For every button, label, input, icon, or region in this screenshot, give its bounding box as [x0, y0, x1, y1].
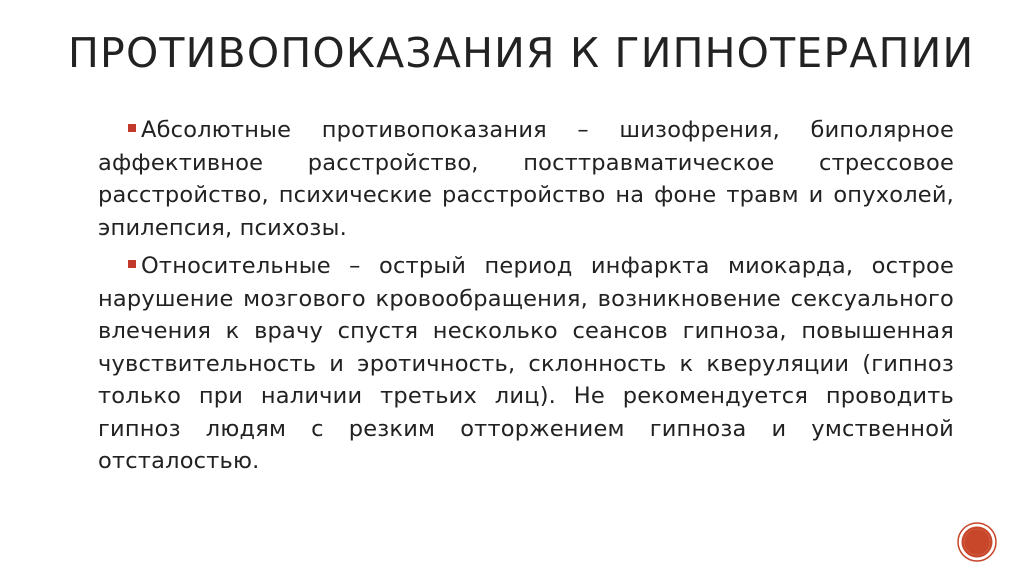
bullet-item-relative	[98, 250, 954, 478]
square-bullet-icon	[128, 124, 136, 132]
square-bullet-icon	[128, 260, 136, 268]
bullet-item-absolute	[98, 114, 954, 244]
bullet-text: Относительные – острый период инфаркта миокарда, острое нарушение мозгового кровообращения, возникновение сексуального влечения к врачу спустя несколько сеансов гипноза, повышенная чувствительность и эротичность, склонность к кверуляции (гипноз только при наличии третьих лиц). Не рекомендуется проводить гипноз людям с резким отторжением гипноза и умственной отсталостью.	[98, 253, 954, 474]
bullet-list	[98, 114, 954, 484]
slide-title: ПРОТИВОПОКАЗАНИЯ К ГИПНОТЕРАПИИ	[68, 29, 975, 77]
decorative-circle-badge-icon	[957, 522, 997, 562]
bullet-text: Абсолютные противопоказания – шизофрения, биполярное аффективное расстройство, посттравматическое стрессовое расстройство, психические расстройство на фоне травм и опухолей, эпилепсия, психозы.	[98, 117, 954, 241]
